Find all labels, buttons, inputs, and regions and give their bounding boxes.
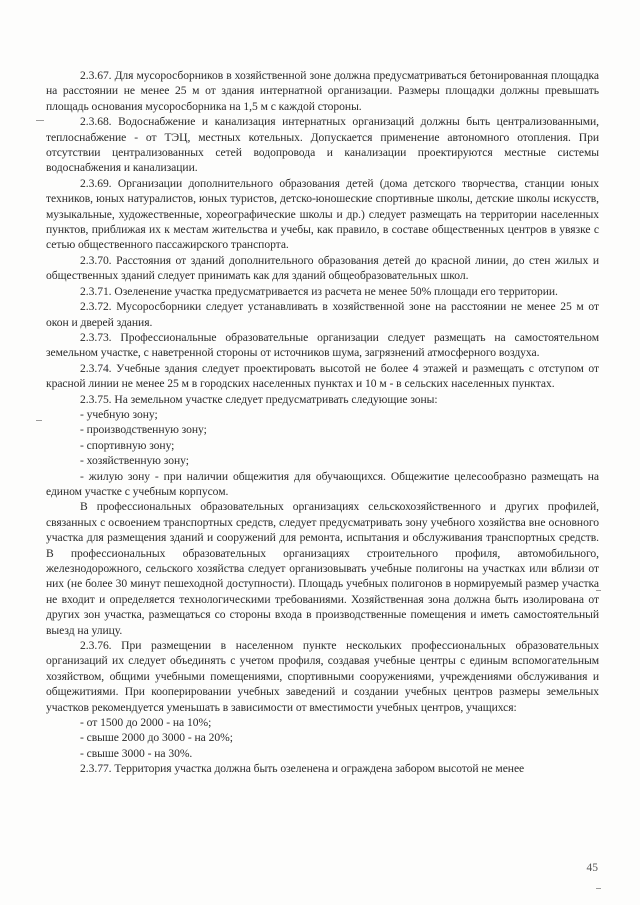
paragraph: 2.3.75. На земельном участке следует предусматривать следующие зоны:: [80, 392, 438, 406]
list-item: - производственную зону;: [80, 423, 207, 437]
paragraph: 2.3.69. Организации дополнительного образования детей (дома детского творчества, станции юных техников, юных натуралистов, юных туристов, детско-юношеские спортивные школы, детские школы искусств, музыкальные, художественные, хореографические школы и др.) следует размещать на территории населенных пунктов, приближая их к местам жительства и учебы, как правило, в составе общественных центров в увязке с сетью общественного пассажирского транспорта.: [46, 176, 599, 252]
document-body: [46, 68, 599, 777]
margin-tick: [596, 590, 601, 591]
paragraph: В профессиональных образовательных организациях сельскохозяйственного и других профилей, связанных с освоением транспортных средств, следует предусматривать зону учебного хозяйства вне основного участка для размещения зданий и сооружений для ремонта, испытания и обслуживания транспортных средств. В профессиональных образовательных организациях строительного профиля, автомобильного, железнодорожного, сельского хозяйства следует организовывать учебные полигоны на участках или вблизи от них (не более 30 минут пешеходной доступности). Площадь учебных полигонов в нормируемый размер участка не входит и определяется технологическими требованиями. Хозяйственная зона должна быть изолирована от других зон участка, размещаться со стороны входа в производственные помещения и иметь самостоятельный выезд на улицу.: [46, 500, 599, 637]
paragraph: 2.3.67. Для мусоросборников в хозяйственной зоне должна предусматриваться бетонированная площадка на расстоянии не менее 25 м от здания интернатной организации. Размеры площадки должны превышать площадь основания мусоросборника на 1,5 м с каждой стороны.: [46, 69, 599, 113]
margin-tick: [36, 420, 42, 421]
paragraph: 2.3.76. При размещении в населенном пункте нескольких профессиональных образовательных организаций их следует объединять с учетом профиля, создавая учебные центры с единым вспомогательным хозяйством, общими учебными помещениями, спортивными сооружениями, учреждениями обслуживания и общежитиями. При кооперировании учебных заведений и создании учебных центров размеры земельных участков рекомендуется уменьшать в зависимости от вместимости учебных центров, учащихся:: [46, 639, 599, 714]
list-item: - спортивную зону;: [80, 438, 175, 452]
margin-tick: [596, 888, 601, 889]
paragraph: 2.3.71. Озеленение участка предусматривается из расчета не менее 50% площади его территории.: [80, 284, 558, 298]
paragraph: 2.3.68. Водоснабжение и канализация интернатных организаций должны быть централизованными, теплоснабжение - от ТЭЦ, местных котельных. Допускается применение автономного отопления. При отсутствии централизованных сетей водопровода и канализации проектируются местные системы водоснабжения и канализации.: [46, 115, 599, 175]
list-item: - учебную зону;: [80, 407, 158, 421]
list-item: - свыше 2000 до 3000 - на 20%;: [80, 731, 233, 745]
paragraph: 2.3.74. Учебные здания следует проектировать высотой не более 4 этажей и размещать с отступом от красной линии не менее 25 м в городских населенных пунктах и 10 м - в сельских населенных пунктах.: [46, 361, 599, 391]
list-item: - свыше 3000 - на 30%.: [80, 746, 193, 760]
paragraph: 2.3.73. Профессиональные образовательные организации следует размещать на самостоятельном земельном участке, с наветренной стороны от источников шума, загрязнений атмосферного воздуха.: [46, 330, 599, 360]
paragraph: 2.3.70. Расстояния от зданий дополнительного образования детей до красной линии, до стен жилых и общественных зданий следует принимать как для зданий общеобразовательных школ.: [46, 253, 599, 283]
paragraph: - жилую зону - при наличии общежития для обучающихся. Общежитие целесообразно размещать на едином участке с учебным корпусом.: [46, 469, 599, 498]
page-number: 45: [586, 862, 598, 874]
list-item: - хозяйственную зону;: [80, 454, 189, 468]
margin-tick: [36, 120, 44, 121]
paragraph: 2.3.77. Территория участка должна быть озеленена и ограждена забором высотой не менее: [80, 762, 525, 776]
paragraph: 2.3.72. Мусоросборники следует устанавливать в хозяйственной зоне на расстоянии не менее 25 м от окон и дверей здания.: [46, 300, 599, 329]
list-item: - от 1500 до 2000 - на 10%;: [80, 716, 212, 730]
